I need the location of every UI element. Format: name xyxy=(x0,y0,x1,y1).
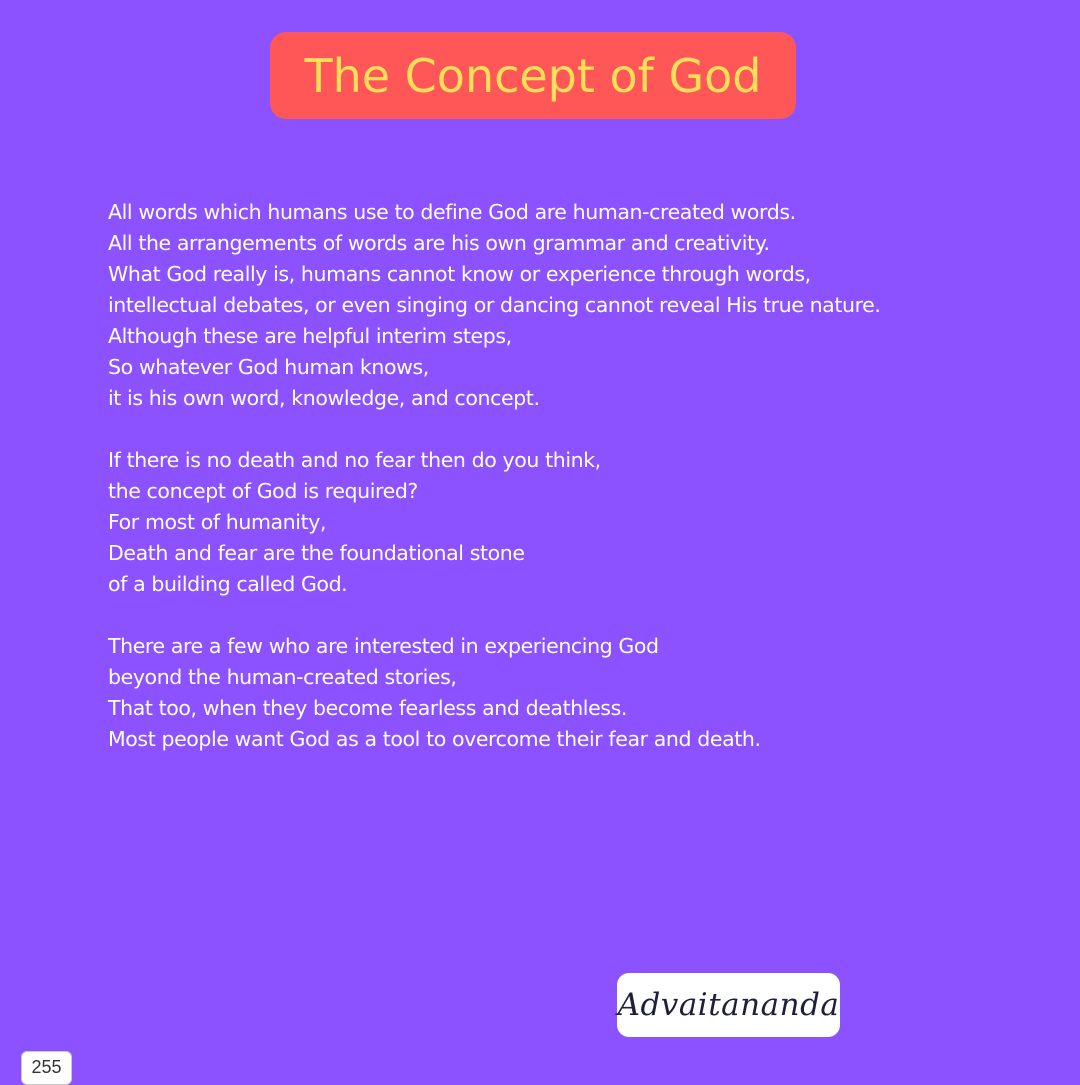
poem-line: If there is no death and no fear then do you think, xyxy=(108,448,601,472)
poem-line: For most of humanity, xyxy=(108,510,327,534)
stanza xyxy=(108,197,1038,414)
poem-line: What God really is, humans cannot know or experience through words, xyxy=(108,262,811,286)
poem-line: it is his own word, knowledge, and concept. xyxy=(108,386,540,410)
stanza xyxy=(108,445,1038,600)
poem-line: So whatever God human knows, xyxy=(108,355,429,379)
page-title: The Concept of God xyxy=(304,48,762,103)
stanza xyxy=(108,631,1038,755)
author-signature: Advaitananda xyxy=(617,987,840,1023)
poem-line: That too, when they become fearless and deathless. xyxy=(108,696,627,720)
page-number-badge: 255 xyxy=(21,1051,72,1085)
poem-line: intellectual debates, or even singing or dancing cannot reveal His true nature. xyxy=(108,293,881,317)
poem-line: the concept of God is required? xyxy=(108,479,418,503)
poem-line: There are a few who are interested in experiencing God xyxy=(108,634,659,658)
poem-line: of a building called God. xyxy=(108,572,348,596)
poem-line: All the arrangements of words are his own grammar and creativity. xyxy=(108,231,770,255)
poem-line: Although these are helpful interim steps, xyxy=(108,324,512,348)
title-banner xyxy=(270,32,796,119)
poem-body xyxy=(108,197,1038,786)
poem-line: All words which humans use to define God are human-created words. xyxy=(108,200,796,224)
poem-line: beyond the human-created stories, xyxy=(108,665,457,689)
poem-line: Death and fear are the foundational stone xyxy=(108,541,525,565)
signature-card xyxy=(617,973,840,1037)
poem-line: Most people want God as a tool to overcome their fear and death. xyxy=(108,727,761,751)
